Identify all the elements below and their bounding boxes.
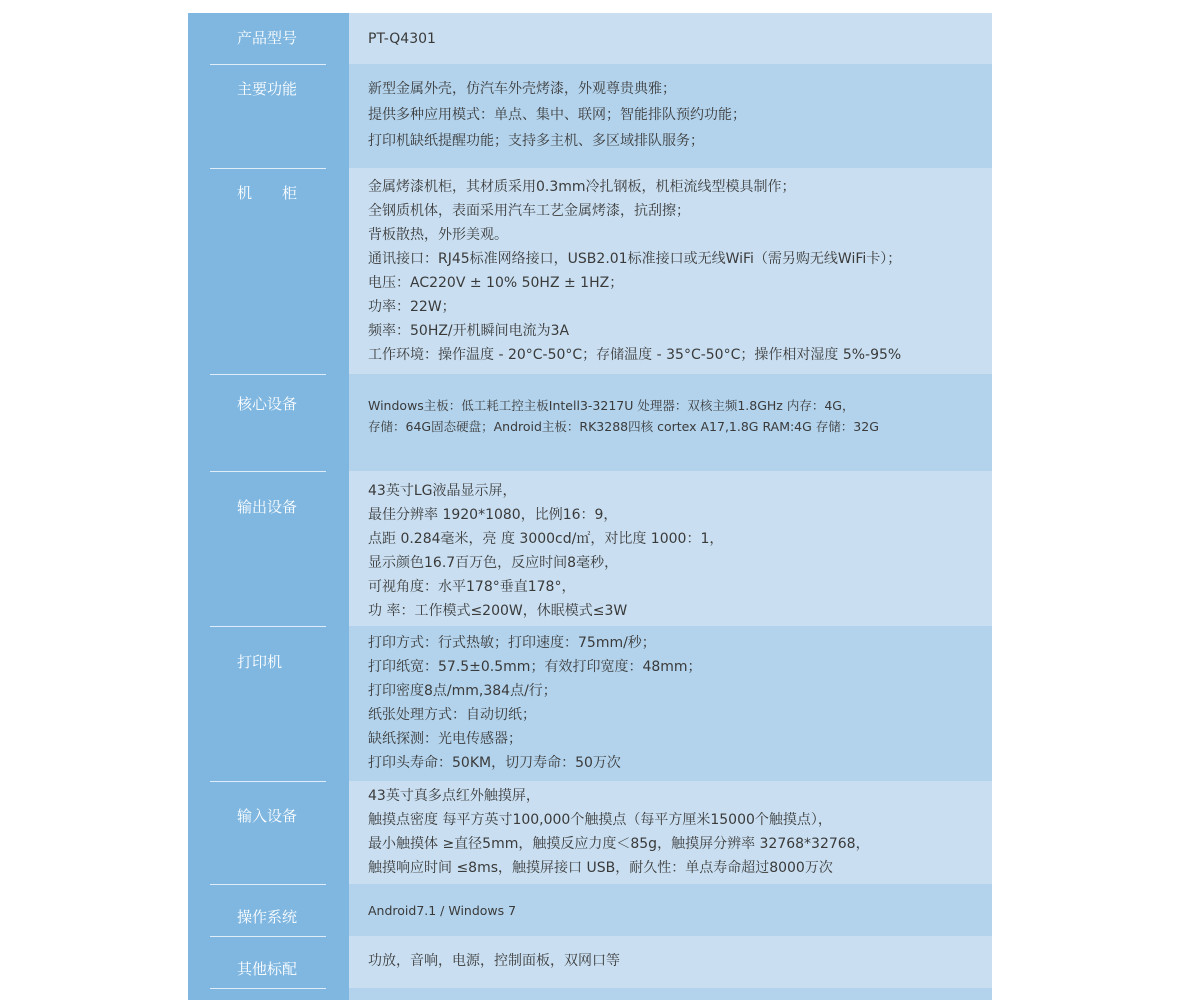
spec-line: 通讯接口：RJ45标准网络接口，USB2.01标准接口或无线WiFi（需另购无线WiFi卡）； (368, 251, 902, 267)
spec-line: 缺纸探测：光电传感器； (368, 731, 522, 747)
spec-label-cell (188, 168, 349, 374)
spec-value-cell (349, 13, 992, 64)
spec-line: 打印头寿命：50KM，切刀寿命：50万次 (368, 755, 621, 771)
spec-line: 触摸响应时间 ≤8ms，触摸屏接口 USB，耐久性：单点寿命超过8000万次 (368, 860, 833, 876)
spec-row-input-device (188, 781, 992, 884)
row-divider (210, 471, 326, 472)
spec-line: 频率：50HZ/开机瞬间电流为3A (368, 323, 570, 339)
spec-line: 功 率：工作模式≤200W，休眠模式≤3W (368, 603, 628, 619)
spec-value-cell (349, 626, 992, 781)
spec-value-cell (349, 168, 992, 374)
spec-row-cabinet (188, 168, 992, 374)
spec-label-cell (188, 626, 349, 781)
spec-label: 操作系统 (237, 908, 298, 926)
spec-line: 功放，音响，电源，控制面板，双网口等 (368, 953, 620, 969)
spec-value (368, 76, 986, 154)
spec-line: 点距 0.284毫米，亮 度 3000cd/㎡，对比度 1000：1， (368, 531, 724, 547)
spec-line: 全钢质机体，表面采用汽车工艺金属烤漆，抗刮擦； (368, 203, 690, 219)
spec-line: 功率：22W； (368, 299, 456, 315)
spec-line: 打印方式：行式热敏；打印速度：75mm/秒； (368, 635, 656, 651)
spec-label-cell (188, 374, 349, 471)
spec-label: 打印机 (237, 653, 283, 671)
spec-line: 打印密度8点/mm,384点/行； (368, 683, 557, 699)
spec-label-cell (188, 471, 349, 626)
spec-line: 打印纸宽：57.5±0.5mm；有效打印宽度：48mm； (368, 659, 702, 675)
spec-line: Windows主板：低工耗工控主板Intell3-3217U 处理器：双核主频1.8GHz 内存：4G， (368, 398, 855, 413)
spec-line: 纸张处理方式：自动切纸； (368, 707, 536, 723)
spec-value (368, 175, 986, 367)
spec-line: 打印机缺纸提醒功能；支持多主机、多区域排队服务； (368, 133, 704, 149)
spec-value-cell (349, 781, 992, 884)
spec-label: 输入设备 (237, 807, 298, 825)
spec-line: 金属烤漆机柜，其材质采用0.3mm冷扎钢板，机柜流线型模具制作； (368, 179, 796, 195)
spec-label: 主要功能 (237, 80, 298, 98)
spec-line: 背板散热，外形美观。 (368, 227, 508, 243)
spec-line: 最佳分辨率 1920*1080，比例16：9， (368, 507, 618, 523)
spec-row-other-standard (188, 936, 992, 988)
row-divider (210, 781, 326, 782)
spec-line: 43英寸LG液晶显示屏， (368, 483, 517, 499)
spec-line: 显示颜色16.7百万色，反应时间8毫秒， (368, 555, 619, 571)
spec-value-cell (349, 936, 992, 988)
row-divider (210, 884, 326, 885)
row-divider (210, 168, 326, 169)
spec-value (368, 784, 986, 880)
spec-table (188, 13, 992, 1000)
spec-value (368, 949, 986, 973)
spec-row-continued (188, 988, 992, 1000)
spec-label: 其他标配 (237, 960, 298, 978)
spec-row-model (188, 13, 992, 64)
spec-value (368, 27, 986, 51)
spec-value (368, 395, 986, 437)
spec-row-operating-system (188, 884, 992, 936)
spec-value (368, 631, 986, 775)
spec-row-printer (188, 626, 992, 781)
row-divider (210, 936, 326, 937)
spec-label: 输出设备 (237, 498, 298, 516)
spec-label-cell (188, 781, 349, 884)
spec-value (368, 479, 986, 623)
spec-line: 触摸点密度 每平方英寸100,000个触摸点（每平方厘米15000个触摸点）， (368, 812, 832, 828)
spec-line: 电压：AC220V ± 10% 50HZ ± 1HZ； (368, 275, 624, 291)
spec-row-core-hardware (188, 374, 992, 471)
spec-label-cell (188, 988, 349, 1000)
row-divider (210, 374, 326, 375)
spec-value (368, 900, 986, 921)
spec-line: Android7.1 / Windows 7 (368, 903, 517, 918)
spec-label-cell (188, 884, 349, 936)
spec-line: 工作环境：操作温度 - 20°C-50°C；存储温度 - 35°C-50°C；操作相对湿度 5%-95% (368, 347, 902, 363)
spec-value-cell (349, 64, 992, 168)
spec-value-cell (349, 374, 992, 471)
spec-line: 43英寸真多点红外触摸屏， (368, 788, 540, 804)
spec-row-output-device (188, 471, 992, 626)
spec-value-cell (349, 988, 992, 1000)
spec-value-cell (349, 471, 992, 626)
spec-line: PT-Q4301 (368, 31, 436, 47)
row-divider (210, 64, 326, 65)
spec-label: 核心设备 (237, 395, 298, 413)
spec-line: 存储：64G固态硬盘；Android主板：RK3288四核 cortex A17,1.8G RAM:4G 存储：32G (368, 419, 879, 434)
spec-row-main-functions (188, 64, 992, 168)
spec-label: 机 柜 (237, 184, 298, 202)
spec-label-cell (188, 936, 349, 988)
spec-line: 可视角度：水平178°垂直178°， (368, 579, 576, 595)
spec-value-cell (349, 884, 992, 936)
spec-label-cell (188, 13, 349, 64)
spec-label-cell (188, 64, 349, 168)
spec-line: 最小触摸体 ≥直径5mm，触摸反应力度＜85g，触摸屏分辨率 32768*32768， (368, 836, 870, 852)
spec-line: 新型金属外壳，仿汽车外壳烤漆，外观尊贵典雅； (368, 81, 676, 97)
row-divider (210, 626, 326, 627)
row-divider (210, 988, 326, 989)
spec-line: 提供多种应用模式：单点、集中、联网；智能排队预约功能； (368, 107, 746, 123)
spec-label: 产品型号 (237, 29, 298, 47)
